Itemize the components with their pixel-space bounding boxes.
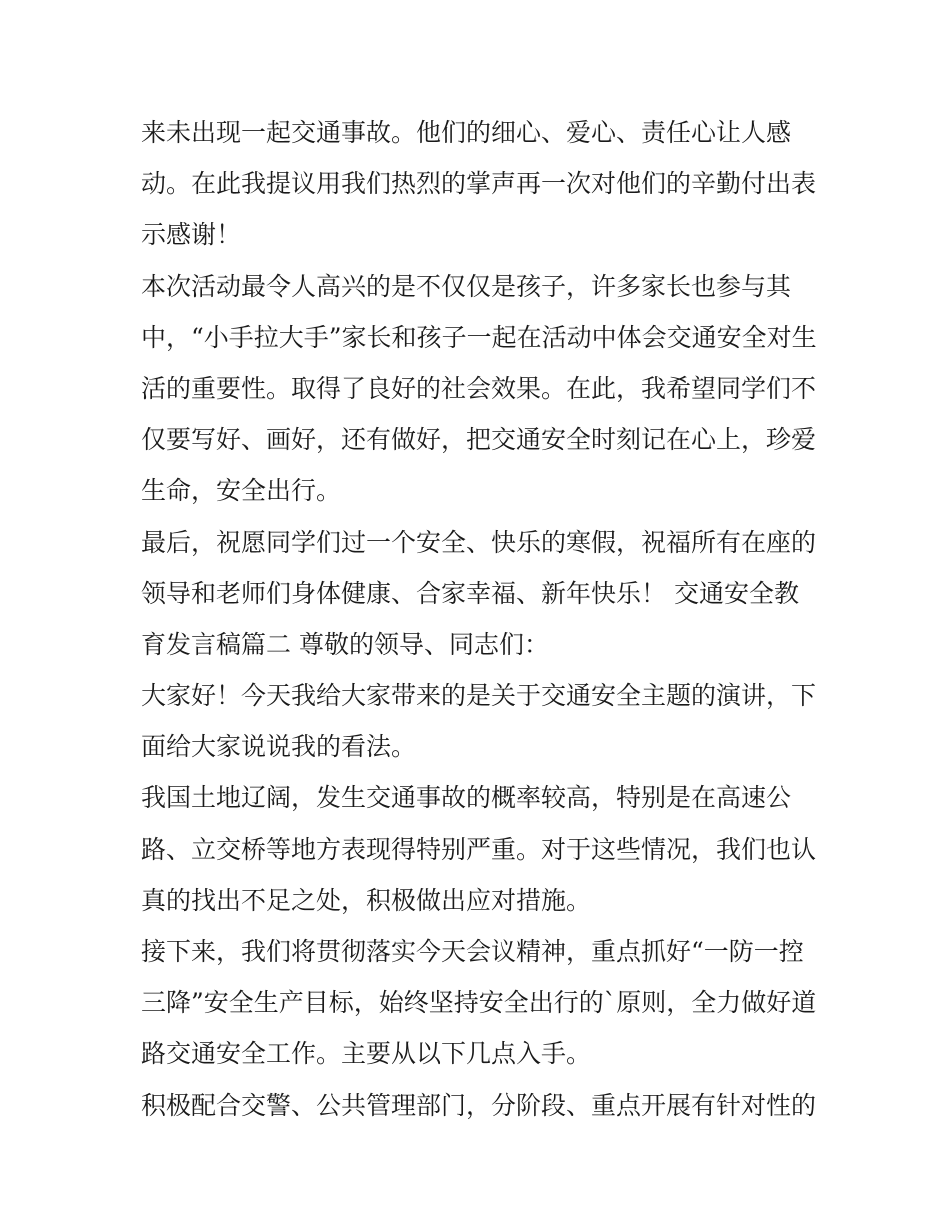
- text-line: 三降”安全生产目标，始终坚持安全出行的`原则，全力做好道: [141, 988, 817, 1018]
- text-line: 动。在此我提议用我们热烈的掌声再一次对他们的辛勤付出表: [141, 169, 817, 199]
- text-line: 仅要写好、画好，还有做好，把交通安全时刻记在心上，珍爱: [141, 425, 817, 455]
- text-line: 面给大家说说我的看法。: [141, 732, 417, 762]
- text-line: 路交通安全工作。主要从以下几点入手。: [141, 1039, 592, 1069]
- document-body: [141, 107, 821, 1131]
- text-line: 路、立交桥等地方表现得特别严重。对于这些情况，我们也认: [141, 834, 817, 864]
- text-line: 生命，安全出行。: [141, 476, 342, 506]
- text-line: 积极配合交警、公共管理部门，分阶段、重点开展有针对性的: [141, 1090, 817, 1120]
- text-line: 活的重要性。取得了良好的社会效果。在此，我希望同学们不: [141, 373, 817, 403]
- text-line: 大家好！今天我给大家带来的是关于交通安全主题的演讲，下: [141, 681, 817, 711]
- text-line: 示感谢！: [141, 220, 242, 250]
- text-line: 中，“小手拉大手”家长和孩子一起在活动中体会交通安全对生: [141, 322, 817, 352]
- text-line: 接下来，我们将贯彻落实今天会议精神，重点抓好“一防一控: [141, 937, 804, 966]
- text-line: 来未出现一起交通事故。他们的细心、爱心、责任心让人感: [141, 118, 792, 147]
- text-line: 我国土地辽阔，发生交通事故的概率较高，特别是在高速公: [141, 783, 792, 813]
- text-line: 真的找出不足之处，积极做出应对措施。: [141, 885, 592, 915]
- text-line: 育发言稿篇二 尊敬的领导、同志们：: [141, 629, 549, 659]
- text-line: 领导和老师们身体健康、合家幸福、新年快乐！ 交通安全教: [141, 578, 799, 608]
- text-line: 最后，祝愿同学们过一个安全、快乐的寒假，祝福所有在座的: [141, 527, 817, 557]
- text-line: 本次活动最令人高兴的是不仅仅是孩子，许多家长也参与其: [141, 271, 792, 301]
